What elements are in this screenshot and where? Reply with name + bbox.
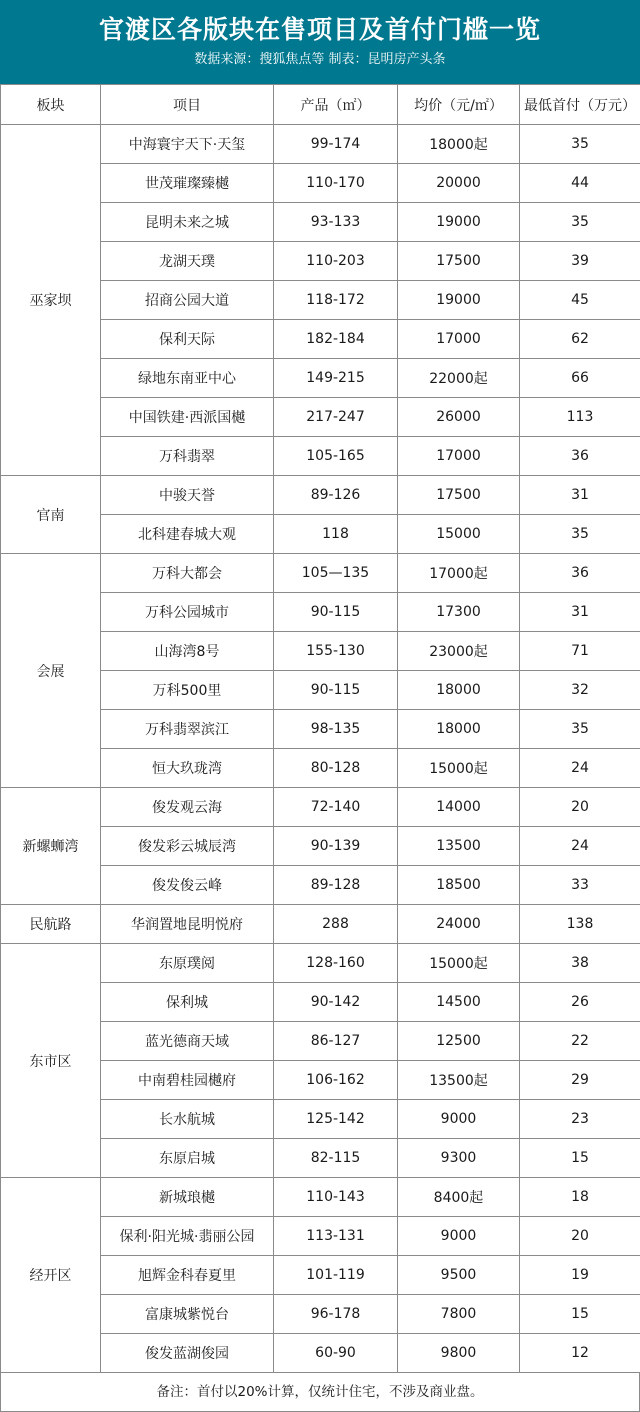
avg-price-cell: 26000	[398, 398, 520, 437]
min-down-payment-cell: 71	[520, 632, 640, 671]
area-range-cell: 110-143	[274, 1178, 398, 1217]
area-range-cell: 89-126	[274, 476, 398, 515]
project-name-cell: 俊发蓝湖俊园	[101, 1334, 274, 1373]
project-name-cell: 保利·阳光城·翡丽公园	[101, 1217, 274, 1256]
min-down-payment-cell: 113	[520, 398, 640, 437]
column-header-area: 产品（㎡）	[274, 85, 398, 125]
avg-price-cell: 18500	[398, 866, 520, 905]
min-down-payment-cell: 12	[520, 1334, 640, 1373]
project-name-cell: 万科公园城市	[101, 593, 274, 632]
project-name-cell: 长水航城	[101, 1100, 274, 1139]
project-name-cell: 俊发俊云峰	[101, 866, 274, 905]
min-down-payment-cell: 36	[520, 554, 640, 593]
area-range-cell: 90-115	[274, 593, 398, 632]
min-down-payment-cell: 36	[520, 437, 640, 476]
project-name-cell: 蓝光德商天域	[101, 1022, 274, 1061]
project-name-cell: 世茂璀璨臻樾	[101, 164, 274, 203]
avg-price-cell: 15000起	[398, 944, 520, 983]
min-down-payment-cell: 31	[520, 593, 640, 632]
min-down-payment-cell: 35	[520, 125, 640, 164]
min-down-payment-cell: 24	[520, 827, 640, 866]
district-cell: 经开区	[1, 1178, 101, 1373]
area-range-cell: 149-215	[274, 359, 398, 398]
min-down-payment-cell: 32	[520, 671, 640, 710]
min-down-payment-cell: 39	[520, 242, 640, 281]
project-name-cell: 恒大玖珑湾	[101, 749, 274, 788]
avg-price-cell: 17000	[398, 437, 520, 476]
district-cell: 巫家坝	[1, 125, 101, 476]
avg-price-cell: 17000起	[398, 554, 520, 593]
min-down-payment-cell: 15	[520, 1139, 640, 1178]
project-name-cell: 俊发彩云城辰湾	[101, 827, 274, 866]
project-name-cell: 中骏天誉	[101, 476, 274, 515]
avg-price-cell: 15000	[398, 515, 520, 554]
avg-price-cell: 13500	[398, 827, 520, 866]
min-down-payment-cell: 35	[520, 710, 640, 749]
project-name-cell: 万科翡翠	[101, 437, 274, 476]
project-name-cell: 万科翡翠滨江	[101, 710, 274, 749]
table-row	[1, 1178, 640, 1217]
area-range-cell: 217-247	[274, 398, 398, 437]
min-down-payment-cell: 24	[520, 749, 640, 788]
area-range-cell: 89-128	[274, 866, 398, 905]
area-range-cell: 96-178	[274, 1295, 398, 1334]
min-down-payment-cell: 23	[520, 1100, 640, 1139]
project-name-cell: 旭辉金科春夏里	[101, 1256, 274, 1295]
avg-price-cell: 24000	[398, 905, 520, 944]
project-name-cell: 中国铁建·西派国樾	[101, 398, 274, 437]
project-name-cell: 东原璞阅	[101, 944, 274, 983]
page-subtitle: 数据来源：搜狐焦点等 制表：昆明房产头条	[0, 50, 640, 70]
table-row	[1, 788, 640, 827]
area-range-cell: 113-131	[274, 1217, 398, 1256]
column-header-project: 项目	[101, 85, 274, 125]
table-row	[1, 125, 640, 164]
area-range-cell: 105—135	[274, 554, 398, 593]
project-name-cell: 山海湾8号	[101, 632, 274, 671]
min-down-payment-cell: 62	[520, 320, 640, 359]
area-range-cell: 105-165	[274, 437, 398, 476]
min-down-payment-cell: 45	[520, 281, 640, 320]
avg-price-cell: 19000	[398, 203, 520, 242]
project-table	[0, 84, 640, 1373]
area-range-cell: 125-142	[274, 1100, 398, 1139]
avg-price-cell: 9300	[398, 1139, 520, 1178]
avg-price-cell: 9000	[398, 1100, 520, 1139]
avg-price-cell: 23000起	[398, 632, 520, 671]
table-body	[1, 125, 640, 1373]
project-name-cell: 绿地东南亚中心	[101, 359, 274, 398]
district-cell: 官南	[1, 476, 101, 554]
min-down-payment-cell: 44	[520, 164, 640, 203]
column-header-down-payment: 最低首付（万元）	[520, 85, 640, 125]
table-header-banner	[0, 0, 640, 84]
area-range-cell: 182-184	[274, 320, 398, 359]
avg-price-cell: 9000	[398, 1217, 520, 1256]
project-name-cell: 龙湖天璞	[101, 242, 274, 281]
area-range-cell: 288	[274, 905, 398, 944]
avg-price-cell: 9800	[398, 1334, 520, 1373]
min-down-payment-cell: 31	[520, 476, 640, 515]
area-range-cell: 93-133	[274, 203, 398, 242]
avg-price-cell: 15000起	[398, 749, 520, 788]
avg-price-cell: 20000	[398, 164, 520, 203]
avg-price-cell: 12500	[398, 1022, 520, 1061]
district-cell: 新螺蛳湾	[1, 788, 101, 905]
area-range-cell: 118-172	[274, 281, 398, 320]
area-range-cell: 106-162	[274, 1061, 398, 1100]
avg-price-cell: 14500	[398, 983, 520, 1022]
project-name-cell: 新城琅樾	[101, 1178, 274, 1217]
project-name-cell: 万科大都会	[101, 554, 274, 593]
project-name-cell: 东原启城	[101, 1139, 274, 1178]
min-down-payment-cell: 35	[520, 515, 640, 554]
area-range-cell: 99-174	[274, 125, 398, 164]
min-down-payment-cell: 15	[520, 1295, 640, 1334]
area-range-cell: 90-115	[274, 671, 398, 710]
district-cell: 民航路	[1, 905, 101, 944]
min-down-payment-cell: 35	[520, 203, 640, 242]
area-range-cell: 110-203	[274, 242, 398, 281]
area-range-cell: 110-170	[274, 164, 398, 203]
min-down-payment-cell: 26	[520, 983, 640, 1022]
project-name-cell: 保利天际	[101, 320, 274, 359]
project-name-cell: 俊发观云海	[101, 788, 274, 827]
column-header-row	[1, 85, 640, 125]
project-name-cell: 招商公园大道	[101, 281, 274, 320]
area-range-cell: 82-115	[274, 1139, 398, 1178]
district-cell: 东市区	[1, 944, 101, 1178]
avg-price-cell: 19000	[398, 281, 520, 320]
avg-price-cell: 7800	[398, 1295, 520, 1334]
area-range-cell: 72-140	[274, 788, 398, 827]
area-range-cell: 98-135	[274, 710, 398, 749]
avg-price-cell: 18000	[398, 710, 520, 749]
avg-price-cell: 18000起	[398, 125, 520, 164]
area-range-cell: 90-139	[274, 827, 398, 866]
min-down-payment-cell: 29	[520, 1061, 640, 1100]
page-title: 官渡区各版块在售项目及首付门槛一览	[0, 14, 640, 46]
column-header-price: 均价（元/㎡）	[398, 85, 520, 125]
area-range-cell: 90-142	[274, 983, 398, 1022]
area-range-cell: 80-128	[274, 749, 398, 788]
avg-price-cell: 17300	[398, 593, 520, 632]
area-range-cell: 101-119	[274, 1256, 398, 1295]
table-row	[1, 554, 640, 593]
district-cell: 会展	[1, 554, 101, 788]
min-down-payment-cell: 138	[520, 905, 640, 944]
table-row	[1, 944, 640, 983]
min-down-payment-cell: 22	[520, 1022, 640, 1061]
project-name-cell: 华润置地昆明悦府	[101, 905, 274, 944]
project-name-cell: 富康城紫悦台	[101, 1295, 274, 1334]
min-down-payment-cell: 66	[520, 359, 640, 398]
avg-price-cell: 17500	[398, 242, 520, 281]
avg-price-cell: 18000	[398, 671, 520, 710]
footer-note: 备注：首付以20%计算，仅统计住宅，不涉及商业盘。	[0, 1373, 640, 1412]
avg-price-cell: 17500	[398, 476, 520, 515]
avg-price-cell: 17000	[398, 320, 520, 359]
min-down-payment-cell: 20	[520, 1217, 640, 1256]
table-row	[1, 905, 640, 944]
avg-price-cell: 22000起	[398, 359, 520, 398]
avg-price-cell: 14000	[398, 788, 520, 827]
project-name-cell: 万科500里	[101, 671, 274, 710]
min-down-payment-cell: 20	[520, 788, 640, 827]
area-range-cell: 86-127	[274, 1022, 398, 1061]
avg-price-cell: 13500起	[398, 1061, 520, 1100]
min-down-payment-cell: 18	[520, 1178, 640, 1217]
area-range-cell: 155-130	[274, 632, 398, 671]
table-row	[1, 476, 640, 515]
min-down-payment-cell: 33	[520, 866, 640, 905]
column-header-district: 板块	[1, 85, 101, 125]
min-down-payment-cell: 19	[520, 1256, 640, 1295]
project-name-cell: 保利城	[101, 983, 274, 1022]
project-name-cell: 中海寰宇天下·天玺	[101, 125, 274, 164]
avg-price-cell: 9500	[398, 1256, 520, 1295]
project-name-cell: 中南碧桂园樾府	[101, 1061, 274, 1100]
area-range-cell: 60-90	[274, 1334, 398, 1373]
min-down-payment-cell: 38	[520, 944, 640, 983]
area-range-cell: 118	[274, 515, 398, 554]
area-range-cell: 128-160	[274, 944, 398, 983]
project-name-cell: 北科建春城大观	[101, 515, 274, 554]
project-name-cell: 昆明未来之城	[101, 203, 274, 242]
avg-price-cell: 8400起	[398, 1178, 520, 1217]
